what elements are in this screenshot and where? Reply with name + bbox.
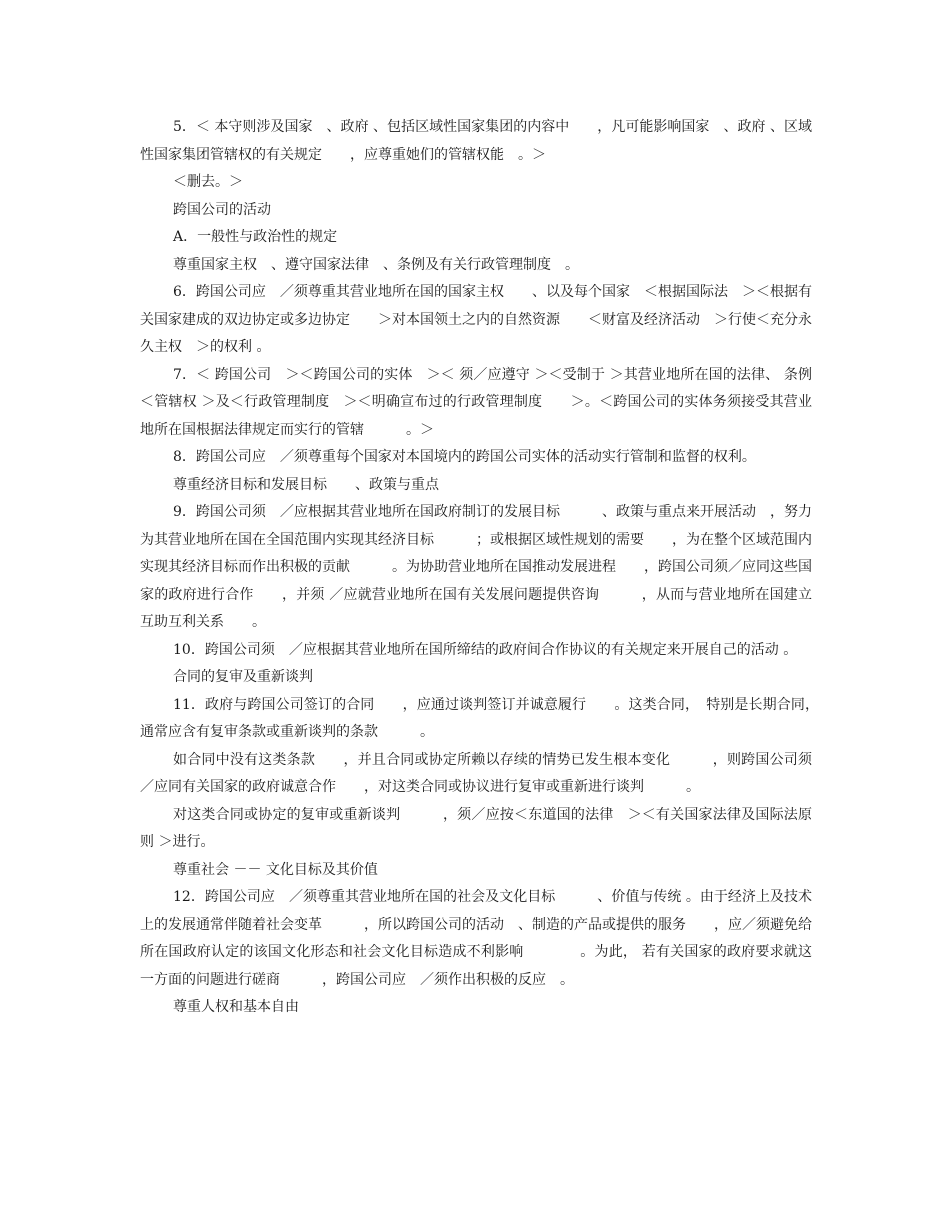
clause-11-continued: 如合同中没有这类条款 ，并且合同或协定所赖以存续的情势已发生根本变化 ，则跨国公司须／应同有关国家的政府诚意合作 ，对这类合同或协议进行复审或重新进行谈判 。 bbox=[140, 751, 812, 795]
section-heading-sovereignty: 尊重国家主权 、遵守国家法律 、条例及有关行政管理制度 。 bbox=[173, 256, 579, 273]
section-heading-a: A．一般性与政治性的规定 bbox=[173, 229, 338, 245]
section-heading-human-rights: 尊重人权和基本自由 bbox=[173, 999, 299, 1015]
clause-9: 9．跨国公司须 ／应根据其营业地所在国政府制订的发展目标 、政策与重点来开展活动 ，努力为其营业地所在国在全国范围内实现其经济目标 ；或根据区域性规划的需要 ，为在整个区域范围内实现其经济目标而作出积极的贡献 。为协助营业地所在国推动发展进程 ，跨国公司须／应同这些国家的政府进行合作 ，并须 ／应就营业地所在国有关发展问题提供咨询 ，从而与营业地所在国建立互助互利关系 。 bbox=[140, 504, 812, 630]
document-body bbox=[140, 114, 826, 1022]
clause-7: 7．＜ 跨国公司 ＞＜跨国公司的实体 ＞＜ 须／应遵守 ＞＜受制于 ＞其营业地所在国的法律、 条例 ＜管辖权 ＞及＜行政管理制度 ＞＜明确宣布过的行政管理制度 ＞。＜跨国公司的实体务须接受其营业地所在国根据法律规定而实行的管辖 。＞ bbox=[140, 366, 812, 438]
section-heading-economic: 尊重经济目标和发展目标 、政策与重点 bbox=[173, 476, 439, 493]
clause-12: 12．跨国公司应 ／须尊重其营业地所在国的社会及文化目标 、价值与传统 。由于经济上及技术上的发展通常伴随着社会变革 ，所以跨国公司的活动 、制造的产品或提供的服务 ，应／须避免给所在国政府认定的该国文化形态和社会文化目标造成不利影响 。为此， 若有关国家的政府要求就这一方面的问题进行磋商 ，跨国公司应 ／须作出积极的反应 。 bbox=[140, 889, 812, 988]
clause-8: 8．跨国公司应 ／须尊重每个国家对本国境内的跨国公司实体的活动实行管制和监督的权利。 bbox=[173, 449, 756, 465]
section-heading-activities: 跨国公司的活动 bbox=[173, 201, 271, 218]
clause-6: 6．跨国公司应 ／须尊重其营业地所在国的国家主权 、以及每个国家 ＜根据国际法 ＞＜根据有关国家建成的双边协定或多边协定 ＞对本国领土之内的自然资源 ＜财富及经济活动 ＞行使＜充分永久主权 ＞的权利 。 bbox=[140, 284, 812, 355]
section-heading-society: 尊重社会 －－ 文化目标及其价值 bbox=[173, 861, 378, 878]
clause-5: 5．＜ 本守则涉及国家 、政府 、包括区域性国家集团的内容中 ，凡可能影响国家 、政府 、区域性国家集团管辖权的有关规定 ，应尊重她们的管辖权能 。＞ bbox=[140, 119, 812, 163]
section-heading-contract: 合同的复审及重新谈判 bbox=[173, 669, 313, 685]
deleted-note: ＜删去。＞ bbox=[173, 174, 243, 190]
clause-11: 11．政府与跨国公司签订的合同 ，应通过谈判签订并诚意履行 。这类合同， 特别是长期合同， 通常应含有复审条款或重新谈判的条款 。 bbox=[140, 696, 826, 740]
clause-11-review: 对这类合同或协定的复审或重新谈判 ，须／应按＜东道国的法律 ＞＜有关国家法律及国际法原则 ＞进行。 bbox=[140, 806, 812, 850]
clause-10: 10．跨国公司须 ／应根据其营业地所在国所缔结的政府间合作协议的有关规定来开展自己的活动 。 bbox=[173, 641, 798, 658]
